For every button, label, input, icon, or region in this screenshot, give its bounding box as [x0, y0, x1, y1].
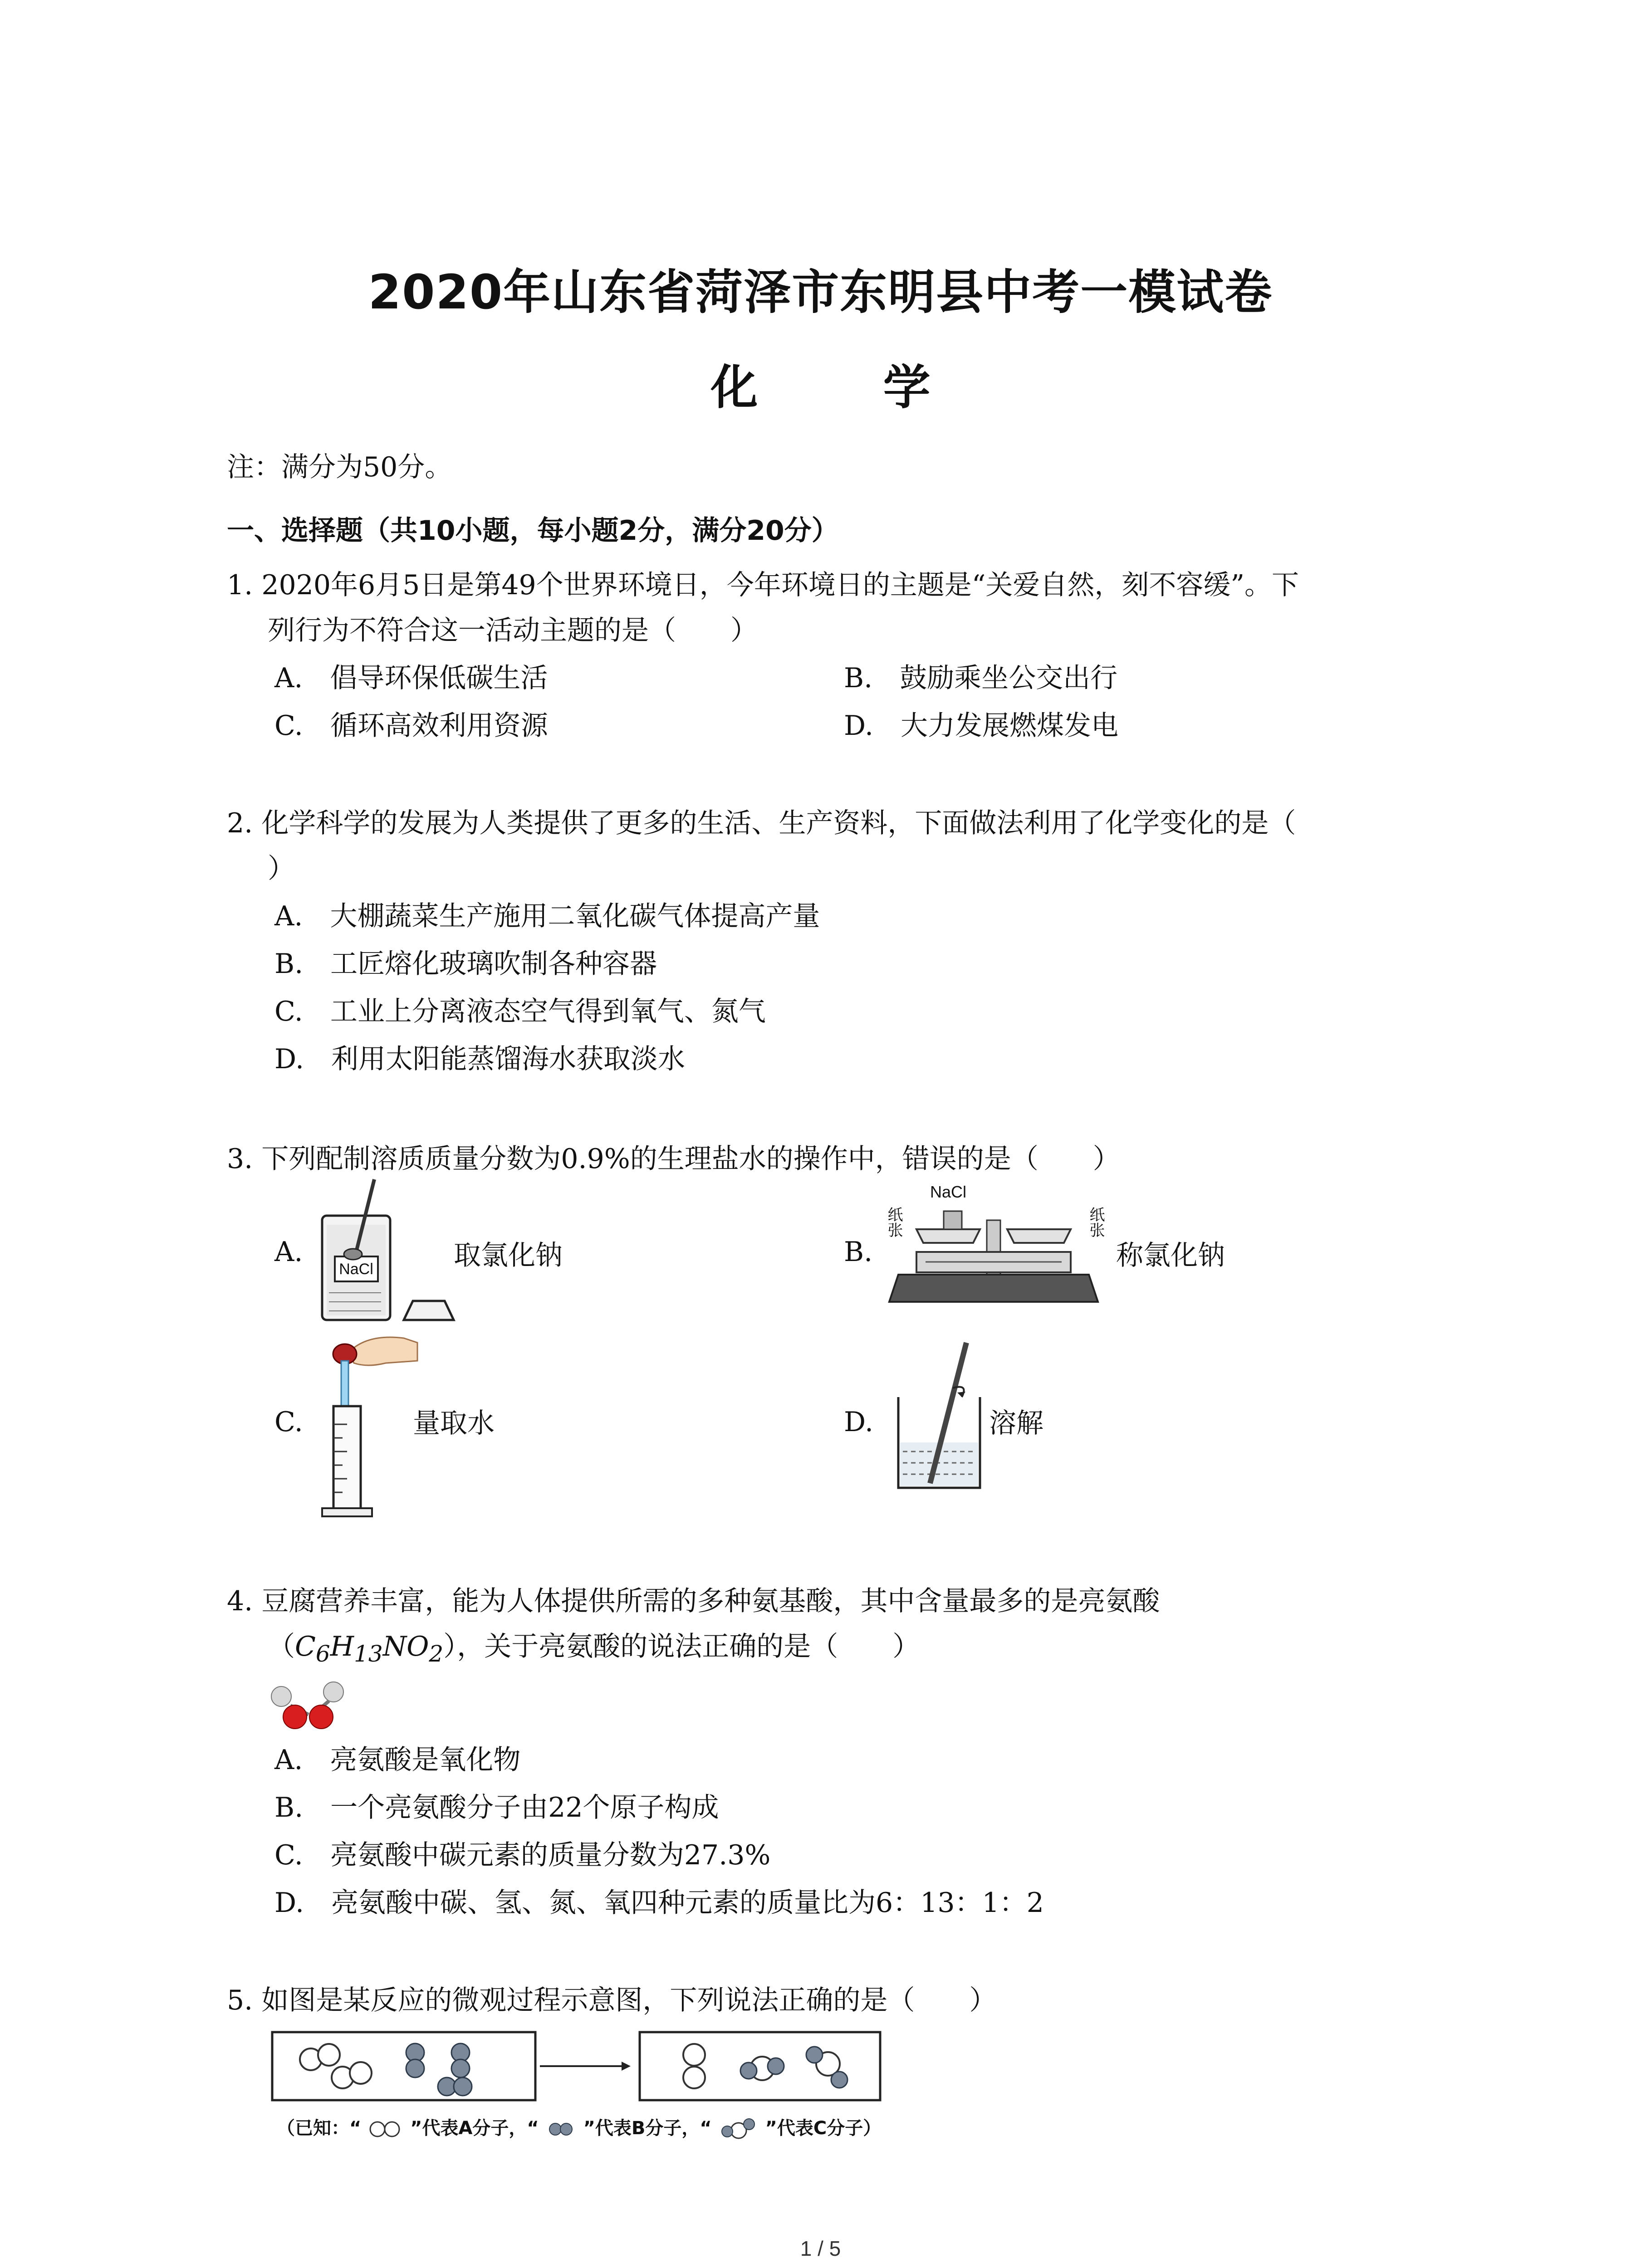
q2-stem-line2: ）: [268, 853, 295, 885]
q3-option-c-label: C.: [274, 1406, 303, 1438]
q5-stem: 5. 如图是某反应的微观过程示意图，下列说法正确的是（ ）: [227, 1984, 997, 2016]
bottle-label: NaCl: [339, 1261, 373, 1278]
page-number: 1 / 5: [800, 2237, 841, 2260]
balance-nacl-label: NaCl: [930, 1183, 967, 1201]
q3-option-d-label: D.: [844, 1406, 874, 1438]
graduated-cylinder-figure: [313, 1325, 422, 1524]
q4-option-c: C. 亮氨酸中碳元素的质量分数为27.3%: [274, 1839, 771, 1871]
legend-c-molecule-icon: [718, 2118, 759, 2141]
q3-b-caption: 称氯化钠: [1116, 1240, 1225, 1271]
q4-option-b: B. 一个亮氨酸分子由22个原子构成: [274, 1792, 719, 1823]
q2-option-c: C. 工业上分离液态空气得到氧气、氮气: [274, 996, 766, 1027]
q1-option-a: A. 倡导环保低碳生活: [274, 662, 548, 694]
q3-option-b-label: B.: [844, 1236, 873, 1268]
q4-stem-line1: 4. 豆腐营养丰富，能为人体提供所需的多种氨基酸，其中含量最多的是亮氨酸: [227, 1585, 1160, 1617]
q4-option-a: A. 亮氨酸是氧化物: [274, 1744, 521, 1776]
paper-right-label: 纸张: [1087, 1207, 1104, 1237]
paper-left-label: 纸张: [885, 1207, 902, 1237]
q2-option-b: B. 工匠熔化玻璃吹制各种容器: [274, 948, 657, 980]
legend-b-molecule-icon: [545, 2120, 577, 2138]
q1-option-b: B. 鼓励乘坐公交出行: [844, 662, 1118, 694]
q3-d-caption: 溶解: [989, 1408, 1043, 1439]
beaker-stirring-figure: [889, 1343, 998, 1497]
page-title: 2020年山东省菏泽市东明县中考一模试卷: [368, 264, 1273, 320]
leucine-formula: $C_6H_{13}NO_2$: [295, 1631, 444, 1667]
q1-stem-line2: 列行为不符合这一活动主题的是（ ）: [268, 615, 758, 646]
q4-stem-line2: $(C_6H_{13}NO_2)$，关于亮氨酸的说法正确的是（ ）: [268, 1631, 920, 1667]
q2-stem-line1: 2. 化学科学的发展为人类提供了更多的生活、生产资料，下面做法利用了化学变化的是（: [227, 807, 1296, 839]
q5-legend: （已知：“ ”代表A分子，“ ”代表B分子，“ ”代表C分子）: [277, 2114, 881, 2141]
leucine-molecule-model-icon: [268, 1678, 349, 1737]
q4-option-d: D. 亮氨酸中碳、氢、氮、氧四种元素的质量比为6：13：1：2: [274, 1887, 1044, 1919]
subject-title: 化 学: [710, 360, 985, 415]
q3-c-caption: 量取水: [413, 1408, 495, 1439]
legend-a-molecule-icon: [367, 2120, 404, 2138]
nacl-bottle-figure: [313, 1179, 458, 1329]
q1-stem-line1: 1. 2020年6月5日是第49个世界环境日，今年环境日的主题是“关爱自然，刻不容缓”。下: [227, 569, 1299, 601]
q1-option-d: D. 大力发展燃煤发电: [844, 710, 1119, 742]
reaction-micro-diagram: [268, 2023, 903, 2109]
section-heading: 一、选择题（共10小题，每小题2分，满分20分）: [227, 515, 839, 547]
q3-stem: 3. 下列配制溶质质量分数为0.9%的生理盐水的操作中，错误的是（ ）: [227, 1143, 1120, 1175]
q3-option-a-label: A.: [274, 1236, 303, 1268]
exam-note: 注：满分为50分。: [227, 451, 452, 483]
q3-a-caption: 取氯化钠: [454, 1240, 563, 1271]
q2-option-d: D. 利用太阳能蒸馏海水获取淡水: [274, 1043, 686, 1075]
q2-option-a: A. 大棚蔬菜生产施用二氧化碳气体提高产量: [274, 900, 820, 932]
q1-option-c: C. 循环高效利用资源: [274, 710, 548, 742]
balance-figure: [885, 1179, 1125, 1315]
